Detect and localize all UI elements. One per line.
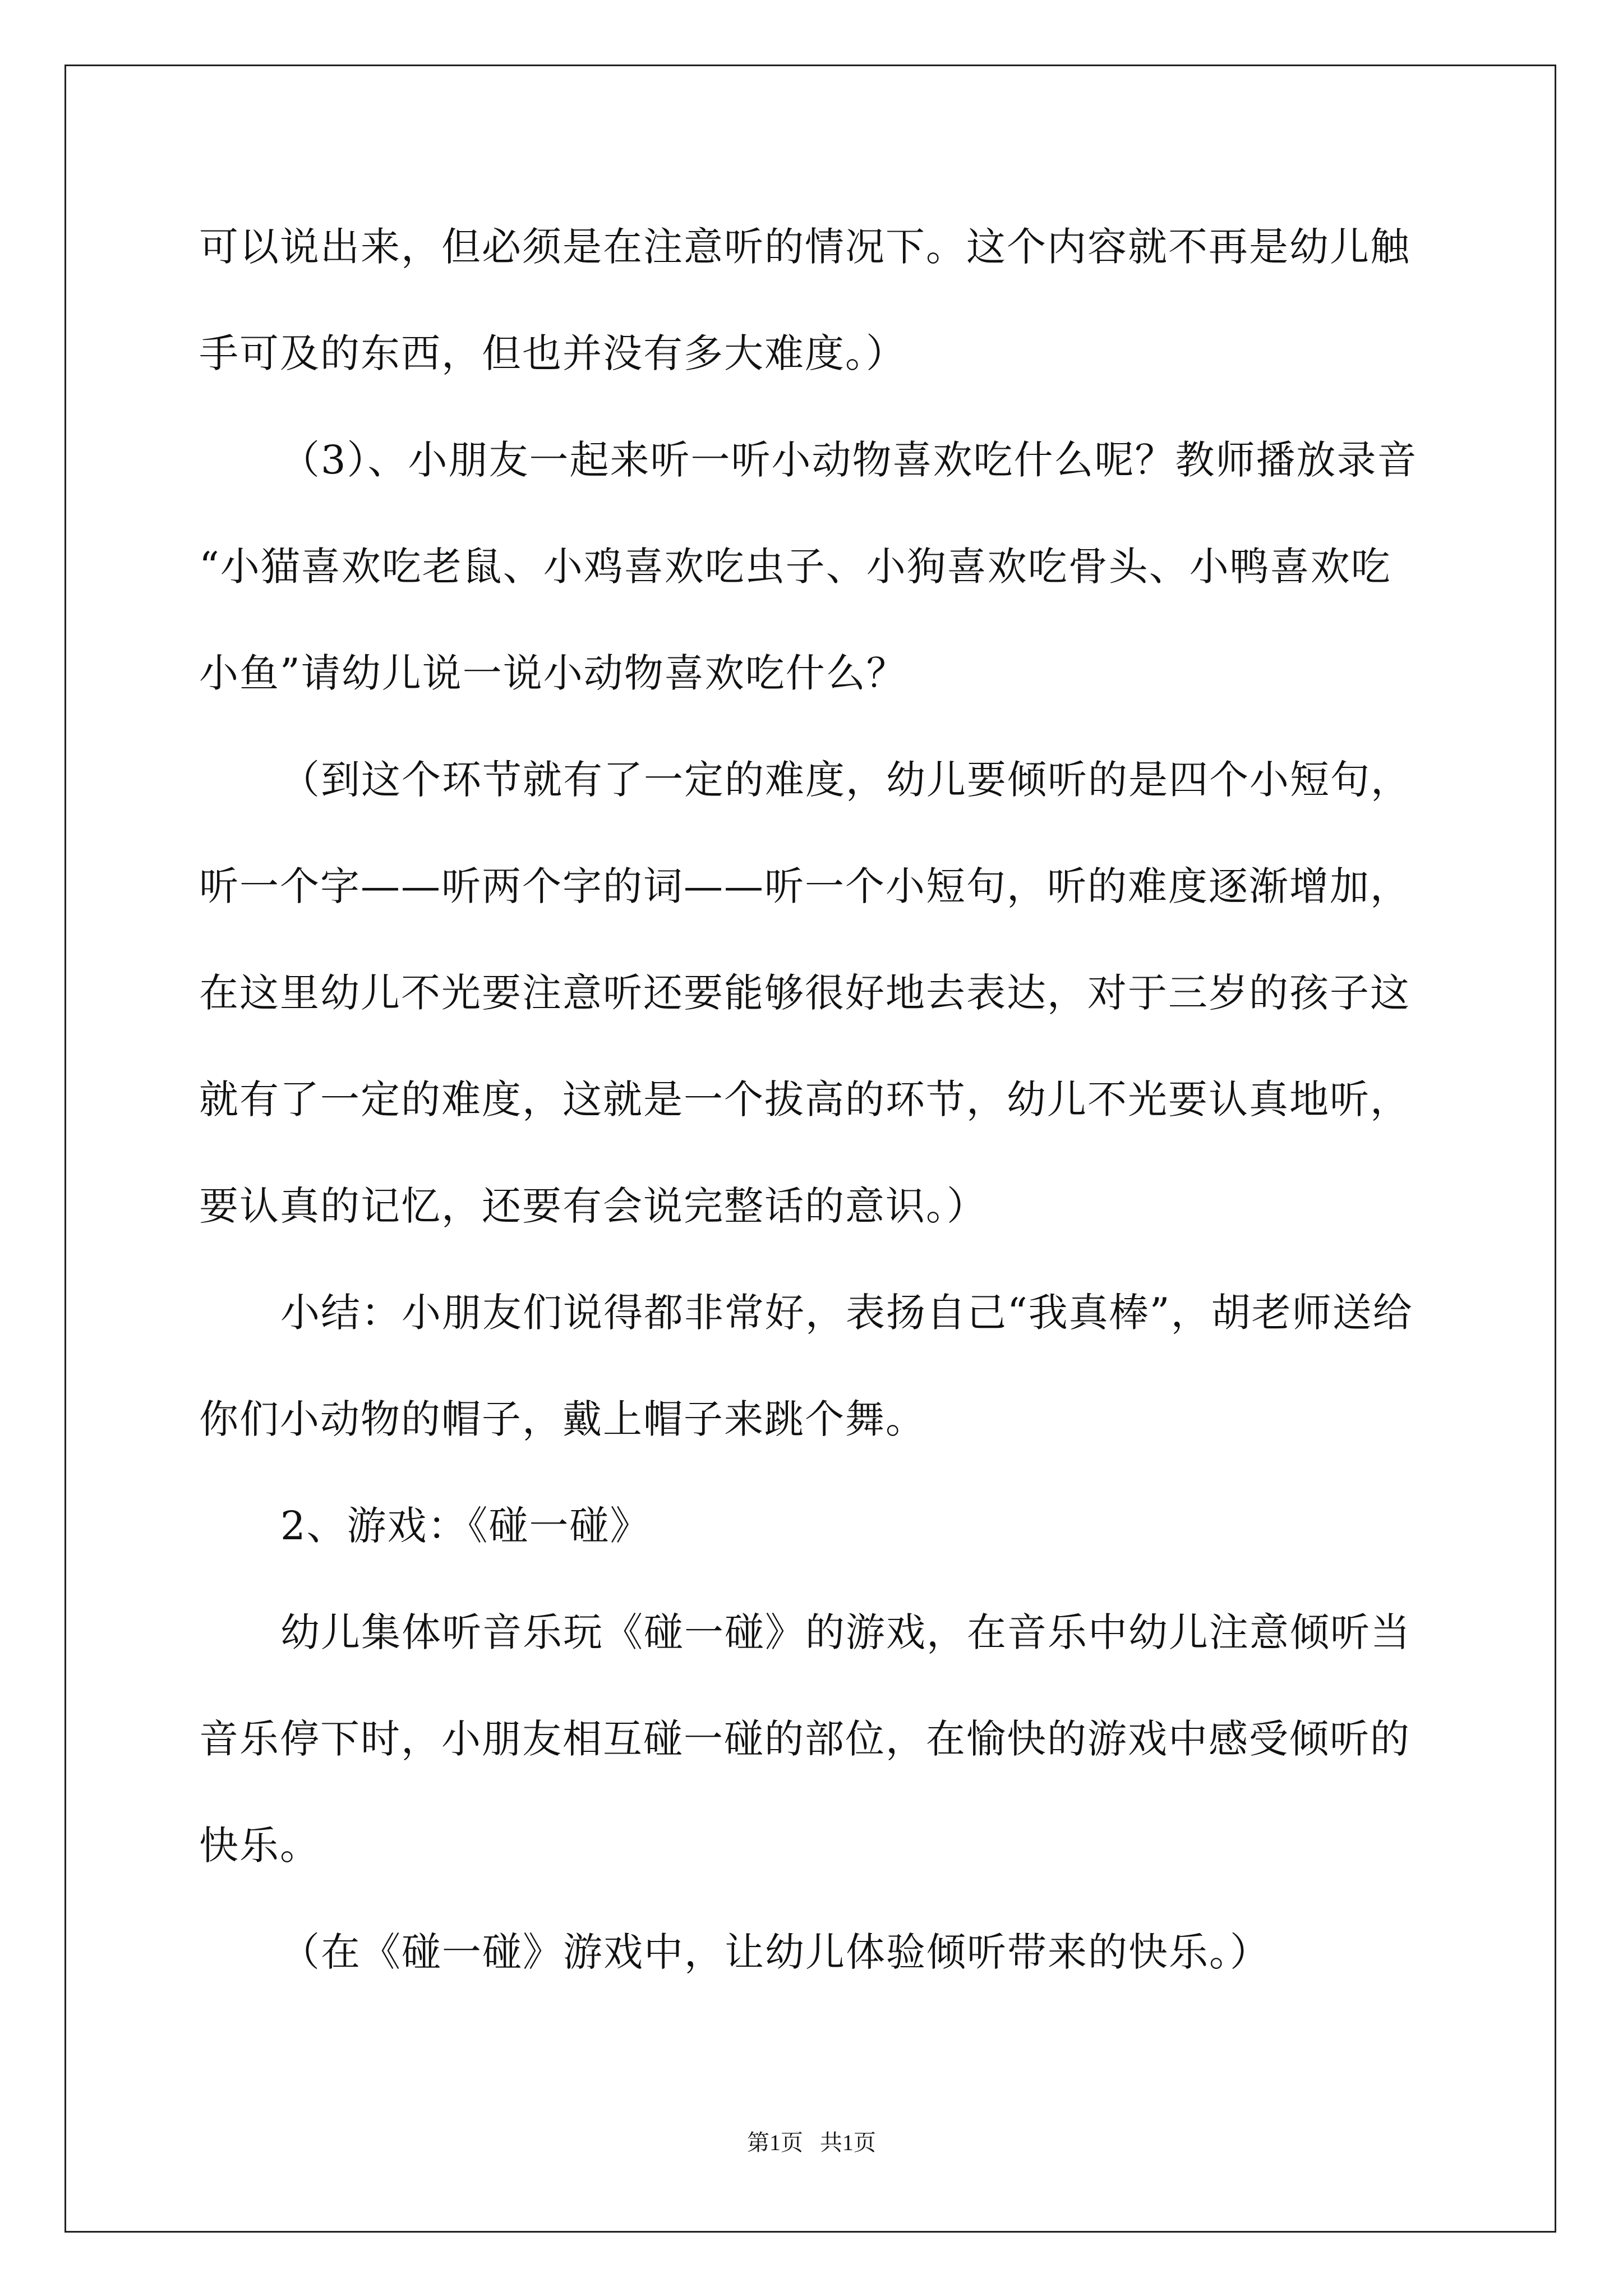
- page-border: [64, 65, 1556, 2233]
- text-line: 手可及的东西，但也并没有多大难度。）: [199, 330, 906, 376]
- text-line: 就有了一定的难度，这就是一个拔高的环节，幼儿不光要认真地听，: [199, 1076, 1410, 1122]
- section-heading: 2、游戏：《碰一碰》: [280, 1503, 651, 1549]
- text-line: （3）、小朋友一起来听一听小动物喜欢吃什么呢？教师播放录音: [280, 437, 1418, 483]
- text-line: “小猫喜欢吃老鼠、小鸡喜欢吃虫子、小狗喜欢吃骨头、小鸭喜欢吃: [199, 544, 1391, 590]
- text-line: 小鱼”请幼儿说一说小动物喜欢吃什么？: [199, 650, 907, 696]
- text-line: 在这里幼儿不光要注意听还要能够很好地去表达，对于三岁的孩子这: [199, 970, 1410, 1016]
- text-line: （在《碰一碰》游戏中，让幼儿体验倾听带来的快乐。）: [280, 1929, 1270, 1975]
- text-line: 幼儿集体听音乐玩《碰一碰》的游戏，在音乐中幼儿注意倾听当: [280, 1609, 1411, 1655]
- text-line: 小结：小朋友们说得都非常好，表扬自己“我真棒”，胡老师送给: [280, 1290, 1413, 1336]
- text-line: 音乐停下时，小朋友相互碰一碰的部位，在愉快的游戏中感受倾听的: [199, 1716, 1410, 1762]
- page-number-footer: 第1页 共1页: [747, 2130, 876, 2155]
- text-line: 快乐。: [199, 1823, 320, 1869]
- text-line: 要认真的记忆，还要有会说完整话的意识。）: [199, 1183, 987, 1229]
- text-line: （到这个环节就有了一定的难度，幼儿要倾听的是四个小短句，: [280, 757, 1411, 803]
- text-line: 可以说出来，但必须是在注意听的情况下。这个内容就不再是幼儿触: [199, 224, 1410, 270]
- text-line: 听一个字——听两个字的词——听一个小短句，听的难度逐渐增加，: [199, 863, 1410, 909]
- text-line: 你们小动物的帽子，戴上帽子来跳个舞。: [199, 1396, 926, 1442]
